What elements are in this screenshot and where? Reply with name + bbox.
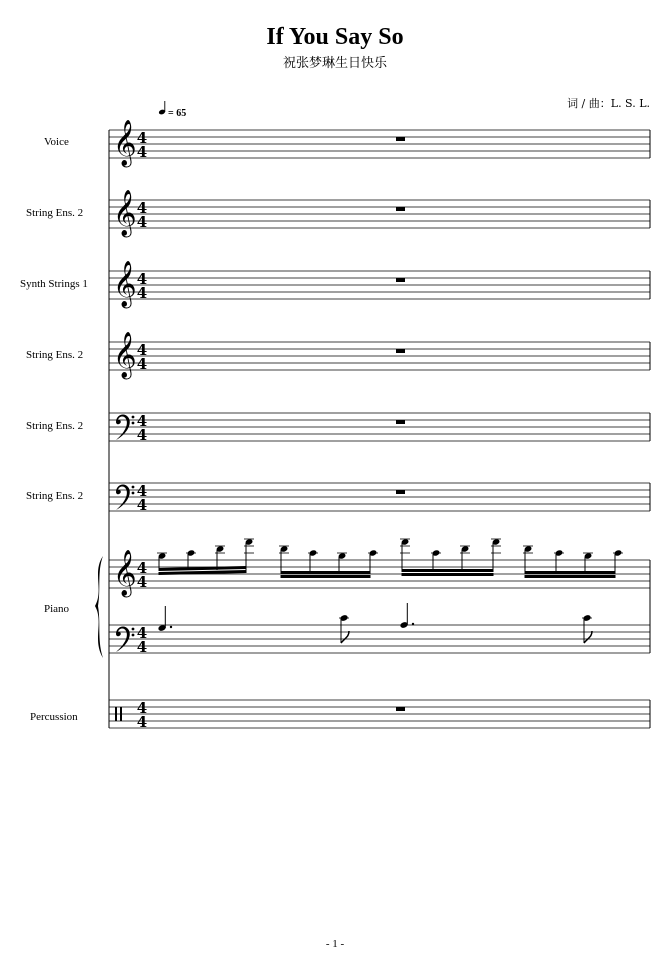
bass-clefs xyxy=(116,415,134,652)
time-signatures xyxy=(137,129,147,731)
treble-clef-icon: 𝄞 xyxy=(113,120,137,166)
svg-text:4: 4 xyxy=(136,426,148,444)
instrument-label-string-ens-2: String Ens. 2 xyxy=(26,349,84,361)
svg-text:4: 4 xyxy=(136,213,148,231)
whole-rest-icon xyxy=(396,137,405,141)
treble-clef-icon: 𝄞 xyxy=(113,190,137,236)
whole-rest-icon xyxy=(396,278,405,282)
svg-text:4: 4 xyxy=(136,559,148,577)
score-subtitle: 祝张梦琳生日快乐 xyxy=(282,56,387,71)
svg-text:4: 4 xyxy=(136,482,148,500)
instrument-label-percussion: Percussion xyxy=(30,711,78,723)
treble-clef-icon: 𝄞 xyxy=(113,261,137,307)
treble-clef-icon: 𝄞 xyxy=(113,550,137,596)
tempo-value: = 65 xyxy=(168,108,187,119)
instrument-label-string-ens-3: String Ens. 2 xyxy=(26,420,84,432)
whole-rest-icon xyxy=(396,707,405,711)
piano-treble-notes xyxy=(157,538,623,578)
note-group xyxy=(157,538,254,575)
whole-rest-icon xyxy=(396,420,405,424)
svg-text:4: 4 xyxy=(136,573,148,591)
tempo-marking xyxy=(158,101,186,119)
svg-text:4: 4 xyxy=(136,199,148,217)
whole-rest-icon xyxy=(396,207,405,211)
composer-credit: 词 / 曲：L. S. L. xyxy=(567,97,650,110)
svg-text:4: 4 xyxy=(136,341,148,359)
svg-text:4: 4 xyxy=(136,143,148,161)
svg-text:4: 4 xyxy=(136,129,148,147)
score-title: If You Say So xyxy=(266,24,404,50)
treble-clef-icon: 𝄞 xyxy=(113,332,137,378)
page-number: - 1 - xyxy=(325,938,345,950)
piano-bass-notes xyxy=(158,603,592,643)
svg-text:4: 4 xyxy=(136,284,148,302)
instrument-label-string-ens-4: String Ens. 2 xyxy=(26,490,84,502)
whole-rest-icon xyxy=(396,490,405,494)
note-group xyxy=(279,545,378,578)
staff-lines xyxy=(109,130,650,728)
instrument-label-voice: Voice xyxy=(44,136,69,148)
svg-text:4: 4 xyxy=(136,713,148,731)
svg-text:4: 4 xyxy=(136,699,148,717)
svg-text:4: 4 xyxy=(136,412,148,430)
whole-rest-icon xyxy=(396,349,405,353)
svg-text:4: 4 xyxy=(136,355,148,373)
note-group xyxy=(523,545,623,578)
instrument-label-piano: Piano xyxy=(44,603,70,615)
brace-icon xyxy=(95,556,103,658)
instrument-label-string-ens-1: String Ens. 2 xyxy=(26,207,84,219)
svg-text:4: 4 xyxy=(136,638,148,656)
svg-text:4: 4 xyxy=(136,496,148,514)
note-group xyxy=(400,538,501,576)
svg-text:4: 4 xyxy=(136,624,148,642)
instrument-label-synth-strings: Synth Strings 1 xyxy=(20,278,88,290)
svg-text:4: 4 xyxy=(136,270,148,288)
